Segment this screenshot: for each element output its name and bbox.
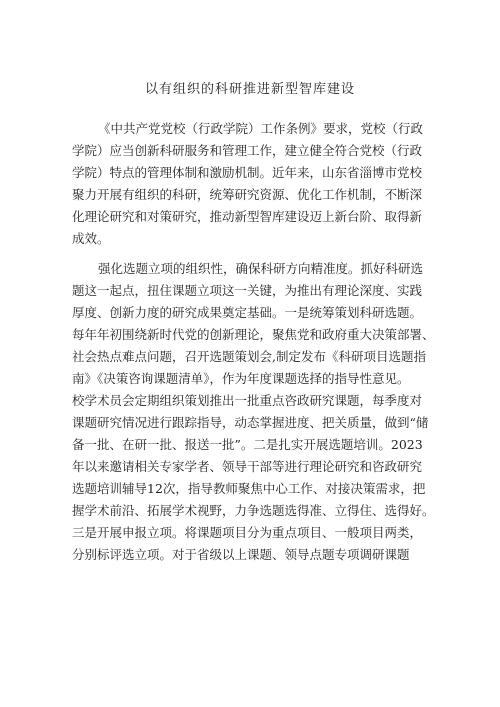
paragraph-spacer bbox=[72, 250, 432, 258]
text-line: 校学术员会定期组织策划推出一批重点咨政研究课题，每季度对 bbox=[72, 393, 423, 408]
text-line: 成效。 bbox=[72, 231, 110, 246]
text-line: 分别标评选立项。对于省级以上课题、领导点题专项调研课题 bbox=[72, 547, 410, 562]
text-line: 备一批、在研一批、报送一批”。二是扎实开展选题培训。2023 bbox=[72, 437, 423, 452]
text-line: 握学术前沿、拓展学术视野，力争选题选得准、立得住、选得好。 bbox=[72, 503, 435, 518]
text-line: 学院）特点的管理体制和激励机制。近年来，山东省淄博市党校 bbox=[72, 165, 423, 180]
text-line: 南》《决策咨询课题清单》，作为年度课题选择的指导性意见。 bbox=[72, 371, 410, 386]
text-line: 课题研究情况进行跟踪指导，动态掌握进度、把关质量，做到“储 bbox=[72, 415, 429, 430]
text-line: 厚度、创新力度的研究成果奠定基础。一是统筹策划科研选题。 bbox=[72, 305, 423, 320]
text-line: 年以来邀请相关专家学者、领导干部等进行理论研究和咨政研究 bbox=[72, 459, 423, 474]
text-line: 聚力开展有组织的科研，统筹研究资源、优化工作机制，不断深 bbox=[72, 187, 423, 202]
paragraph-1 bbox=[72, 118, 432, 250]
document-title: 以有组织的科研推进新型智库建设 bbox=[144, 82, 355, 97]
text-line: 社会热点难点问题，召开选题策划会,制定发布《科研项目选题指 bbox=[72, 349, 426, 364]
text-line: 三是开展申报立项。将课题项目分为重点项目、一般项目两类， bbox=[72, 525, 423, 540]
text-line: 题这一起点，扭住课题立项这一关键，为推出有理论深度、实践 bbox=[72, 283, 423, 298]
text-line: 选题培训辅导12次，指导教师聚焦中心工作、对接决策需求，把 bbox=[72, 481, 426, 496]
text-line: 每年年初围绕新时代党的创新理论，聚焦党和政府重大决策部署、 bbox=[72, 327, 435, 342]
document-body bbox=[72, 118, 435, 566]
text-line: 化理论研究和对策研究，推动新型智库建设迈上新台阶、取得新 bbox=[72, 209, 423, 224]
text-line: 强化选题立项的组织性，确保科研方向精准度。抓好科研选 bbox=[98, 261, 424, 276]
paragraph-2 bbox=[72, 258, 435, 566]
text-line: 学院）应当创新科研服务和管理工作，建立健全符合党校（行政 bbox=[72, 143, 423, 158]
text-line: 《中共产党党校（行政学院）工作条例》要求，党校（行政 bbox=[98, 121, 424, 136]
